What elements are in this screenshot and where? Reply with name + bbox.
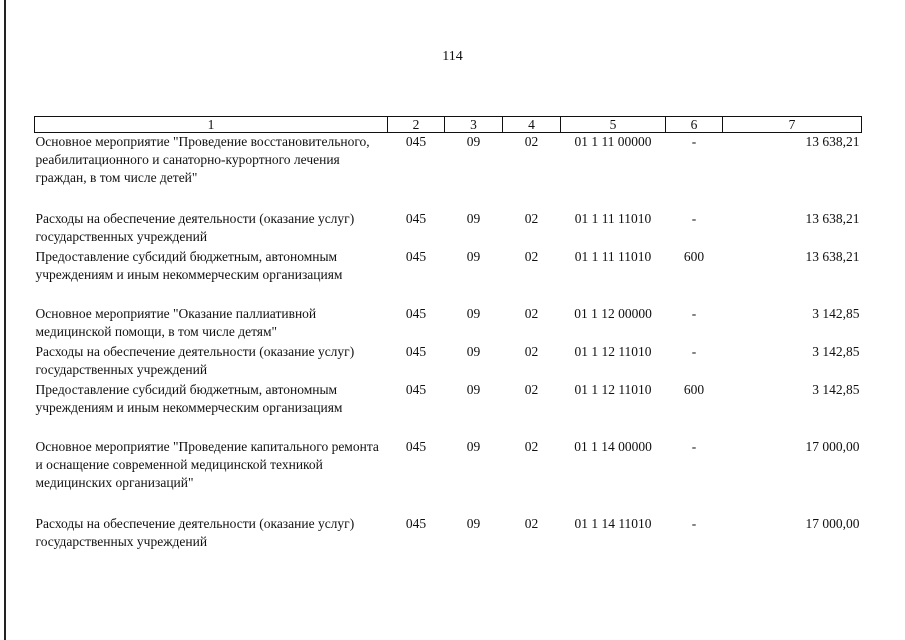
table-row [35,343,862,381]
table-row [35,248,862,305]
row-expense-type: - [691,305,697,321]
row-name: Расходы на обеспечение деятельности (оказание услуг) государственных учреждений [35,210,355,244]
table-row [35,438,862,515]
column-header-2: 2 [388,117,445,133]
row-subsection: 02 [524,343,539,359]
header-row [35,117,862,133]
row-expense-type: - [691,134,697,149]
row-subsection: 02 [524,210,539,226]
row-section: 09 [466,438,481,454]
row-name: Основное мероприятие "Проведение капитального ремонта и оснащение современной медицинской техникой медицинских организаций" [35,438,379,490]
table-row [35,305,862,343]
row-target-article: 01 1 11 11010 [574,248,652,264]
row-target-article: 01 1 12 11010 [574,381,652,397]
row-expense-type: - [691,343,697,359]
row-code-admin: 045 [405,134,427,149]
table-row [35,133,862,210]
row-name: Предоставление субсидий бюджетным, автономным учреждениям и иным некоммерческим организациям [35,381,343,415]
column-header-7: 7 [723,117,862,133]
row-amount: 17 000,00 [805,438,860,454]
column-header-5: 5 [561,117,666,133]
column-header-1: 1 [35,117,388,133]
row-code-admin: 045 [405,515,427,531]
table-row [35,210,862,248]
row-target-article: 01 1 11 11010 [574,210,652,226]
row-subsection: 02 [524,248,539,264]
row-expense-type: - [691,515,697,531]
row-name: Расходы на обеспечение деятельности (оказание услуг) государственных учреждений [35,343,355,377]
row-section: 09 [466,305,481,321]
row-target-article: 01 1 14 11010 [574,515,652,531]
row-subsection: 02 [524,381,539,397]
column-header-6: 6 [666,117,723,133]
row-target-article: 01 1 14 00000 [574,438,652,454]
row-amount: 3 142,85 [812,381,860,397]
row-code-admin: 045 [405,438,427,454]
row-subsection: 02 [524,134,539,149]
row-code-admin: 045 [405,343,427,359]
row-amount: 17 000,00 [805,515,860,531]
table-row [35,515,862,553]
row-expense-type: 600 [683,381,705,397]
row-expense-type: 600 [683,248,705,264]
row-section: 09 [466,210,481,226]
page-left-edge [4,0,6,640]
row-amount: 3 142,85 [812,343,860,359]
row-target-article: 01 1 12 11010 [574,343,652,359]
row-amount: 13 638,21 [805,248,860,264]
row-amount: 13 638,21 [805,210,860,226]
row-section: 09 [466,248,481,264]
row-name: Основное мероприятие "Оказание паллиативной медицинской помощи, в том числе детям" [35,305,317,339]
page-number: 114 [442,49,463,64]
row-section: 09 [466,343,481,359]
row-amount: 3 142,85 [812,305,860,321]
row-section: 09 [466,515,481,531]
row-amount: 13 638,21 [805,134,860,149]
column-header-4: 4 [503,117,561,133]
row-target-article: 01 1 12 00000 [574,305,652,321]
row-expense-type: - [691,210,697,226]
row-code-admin: 045 [405,210,427,226]
row-name: Основное мероприятие "Проведение восстановительного, реабилитационного и санаторно-курортного лечения граждан, в том числе детей" [35,134,370,185]
row-section: 09 [466,381,481,397]
row-name: Расходы на обеспечение деятельности (оказание услуг) государственных учреждений [35,515,355,549]
row-subsection: 02 [524,438,539,454]
row-code-admin: 045 [405,305,427,321]
budget-table [34,116,862,553]
table-row [35,381,862,438]
row-code-admin: 045 [405,381,427,397]
row-code-admin: 045 [405,248,427,264]
row-subsection: 02 [524,515,539,531]
row-expense-type: - [691,438,697,454]
row-name: Предоставление субсидий бюджетным, автономным учреждениям и иным некоммерческим организациям [35,248,343,282]
column-header-3: 3 [445,117,503,133]
row-section: 09 [466,134,481,149]
row-target-article: 01 1 11 00000 [574,134,652,149]
row-subsection: 02 [524,305,539,321]
